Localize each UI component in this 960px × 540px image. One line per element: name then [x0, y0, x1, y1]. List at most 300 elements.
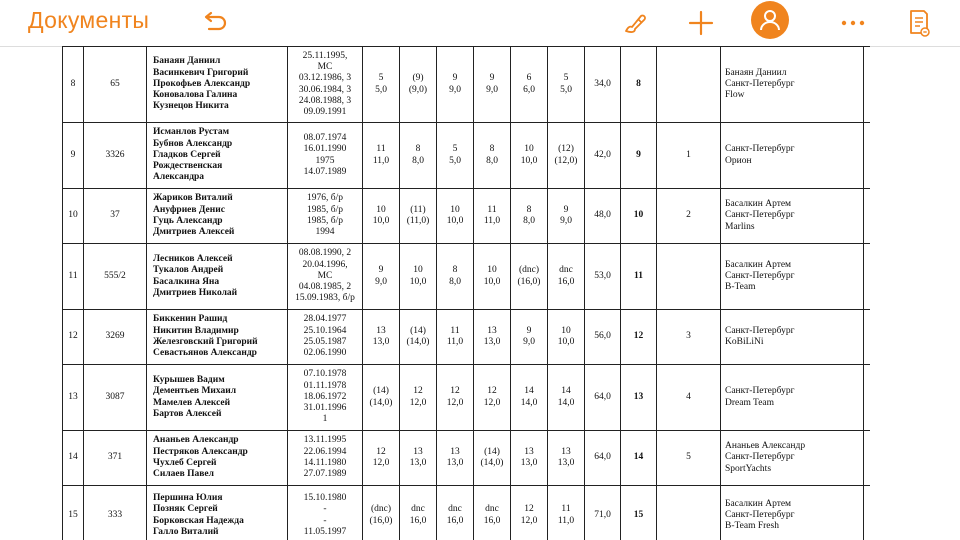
race-points: 10,0	[446, 216, 464, 226]
crew-birthdate: 25.10.1964	[303, 325, 347, 336]
team-cell	[721, 431, 864, 486]
team-line: Санкт-Петербург	[725, 452, 795, 463]
group-rank: 2	[686, 210, 691, 221]
team-line: Flow	[725, 90, 745, 101]
final-place: 14	[633, 452, 644, 463]
document-info-icon[interactable]	[904, 6, 934, 40]
race-points: 11,0	[446, 337, 464, 347]
crew-member: Дмитриев Николай	[153, 287, 238, 298]
race-result-cell	[548, 431, 585, 486]
race-points: 13,0	[557, 458, 575, 468]
race-place: 9	[452, 73, 458, 84]
crew-cell	[147, 431, 288, 486]
race-place: (dnc)	[370, 504, 392, 515]
crew-birthdate: 1975	[315, 155, 335, 166]
extra-cell	[864, 47, 871, 123]
team-line: B-Team	[725, 282, 756, 293]
final-place: 11	[634, 270, 643, 281]
race-points: (12,0)	[554, 155, 578, 166]
team-line: Санкт-Петербург	[725, 386, 795, 397]
race-place: 9	[489, 73, 495, 84]
team-line: Dream Team	[725, 397, 775, 408]
crew-member: Рождественская	[153, 161, 223, 172]
crew-member: Пестряков Александр	[153, 446, 248, 457]
crew-birthdate: 25.11.1995,	[302, 50, 348, 61]
team-line: Санкт-Петербург	[725, 78, 795, 89]
race-result-cell	[548, 486, 585, 540]
team-line: Санкт-Петербург	[725, 144, 795, 155]
crew-member: Исманлов Рустам	[153, 127, 230, 138]
race-place: 12	[450, 386, 460, 397]
crew-cell	[147, 486, 288, 540]
team-line: Санкт-Петербург	[725, 325, 795, 336]
crew-member: Севастьянов Александр	[153, 348, 257, 359]
place-cell	[621, 365, 657, 431]
place-cell	[621, 310, 657, 365]
final-place: 10	[633, 210, 644, 221]
race-place: 10	[524, 144, 534, 155]
race-result-cell	[511, 47, 548, 123]
crew-member: Никитин Владимир	[153, 325, 239, 336]
crew-birthdate: 15.09.1983, б/р	[295, 293, 355, 304]
crew-member: Ананьев Александр	[153, 435, 239, 446]
race-result-cell	[474, 47, 511, 123]
team-cell	[721, 123, 864, 189]
race-result-cell	[474, 189, 511, 244]
birthdate-cell	[288, 189, 363, 244]
race-place: dnc	[411, 504, 425, 515]
crew-birthdate: 1976, б/р	[307, 193, 343, 204]
race-points: 11,0	[557, 515, 575, 526]
race-result-cell	[400, 431, 437, 486]
race-points: 12,0	[520, 515, 538, 526]
sail-number: 3269	[105, 331, 125, 342]
total-points: 48,0	[594, 210, 611, 221]
race-points: 5,0	[560, 84, 572, 95]
race-points: 12,0	[409, 397, 427, 408]
final-place: 12	[633, 331, 644, 342]
crew-birthdate: 18.06.1972	[303, 391, 347, 402]
crew-member: Галло Виталий	[153, 526, 219, 537]
race-result-cell	[548, 47, 585, 123]
race-place: 11	[487, 204, 497, 215]
team-line: Басалкин Артем	[725, 498, 792, 509]
row-number-cell	[63, 47, 84, 123]
race-points: 5,0	[375, 84, 387, 95]
sail-number-cell	[84, 123, 147, 189]
row-number-cell	[63, 123, 84, 189]
group-rank-cell	[657, 47, 721, 123]
place-cell	[621, 47, 657, 123]
total-points-cell	[585, 486, 621, 540]
crew-birthdate: 31.01.1996	[303, 403, 347, 414]
group-rank-cell	[657, 365, 721, 431]
race-points: (9,0)	[408, 84, 428, 95]
race-place: (dnc)	[518, 265, 540, 276]
birthdate-cell	[288, 486, 363, 540]
race-place: 13	[413, 446, 423, 457]
crew-member: Басалкина Яна	[153, 276, 220, 287]
race-result-cell	[511, 244, 548, 310]
birthdate-cell	[288, 244, 363, 310]
race-result-cell	[474, 244, 511, 310]
team-line: Санкт-Петербург	[725, 210, 795, 221]
race-points: 16,0	[483, 515, 501, 526]
race-result-cell	[437, 486, 474, 540]
annotate-icon[interactable]	[618, 6, 652, 40]
sail-number: 37	[110, 210, 120, 221]
race-result-cell	[437, 365, 474, 431]
profile-icon[interactable]	[751, 1, 789, 39]
group-rank-cell	[657, 431, 721, 486]
race-place: 10	[561, 325, 571, 336]
race-result-cell	[548, 189, 585, 244]
race-points: 12,0	[483, 397, 501, 408]
group-rank-cell	[657, 486, 721, 540]
race-result-cell	[363, 310, 400, 365]
race-place: 10	[413, 265, 423, 276]
total-points-cell	[585, 47, 621, 123]
total-points-cell	[585, 189, 621, 244]
race-result-cell	[437, 310, 474, 365]
race-result-cell	[437, 244, 474, 310]
crew-birthdate: 22.06.1994	[303, 446, 347, 457]
race-place: 11	[450, 325, 460, 336]
race-points: 16,0	[446, 515, 464, 526]
crew-member: Прокофьев Александр	[153, 78, 251, 89]
crew-birthdate: 11.05.1997	[303, 526, 347, 537]
extra-cell	[864, 431, 871, 486]
race-result-cell	[474, 365, 511, 431]
row-number-cell	[63, 310, 84, 365]
crew-birthdate: 1994	[315, 227, 335, 238]
crew-birthdate: 08.08.1990, 2	[298, 248, 352, 259]
race-place: 13	[376, 325, 386, 336]
table-row	[63, 189, 871, 244]
race-result-cell	[548, 123, 585, 189]
group-rank: 4	[686, 391, 691, 402]
sail-number: 3087	[105, 391, 125, 402]
race-points: 11,0	[483, 216, 501, 226]
race-result-cell	[363, 486, 400, 540]
table-row	[63, 123, 871, 189]
race-points: (14,0)	[480, 458, 504, 468]
row-number-cell	[63, 431, 84, 486]
race-place: (12)	[558, 144, 574, 155]
total-points: 64,0	[594, 452, 611, 463]
race-result-cell	[363, 244, 400, 310]
crew-birthdate: 27.07.1989	[303, 469, 347, 480]
race-result-cell	[363, 123, 400, 189]
crew-member: Чухлеб Сергей	[153, 458, 217, 468]
crew-member: Кузнецов Никита	[153, 101, 229, 112]
add-icon[interactable]	[686, 6, 716, 40]
crew-birthdate: МС	[317, 270, 333, 281]
place-cell	[621, 244, 657, 310]
race-result-cell	[363, 47, 400, 123]
race-points: 13,0	[483, 337, 501, 347]
crew-birthdate: 16.01.1990	[303, 144, 347, 155]
team-line: Санкт-Петербург	[725, 270, 795, 281]
team-line: B-Team Fresh	[725, 521, 779, 532]
crew-birthdate: 09.09.1991	[303, 107, 347, 118]
total-points: 53,0	[594, 270, 611, 281]
race-points: 10,0	[483, 276, 501, 287]
race-result-cell	[437, 123, 474, 189]
team-line: Ананьев Александр	[725, 441, 806, 452]
crew-birthdate: 15.10.1980	[303, 492, 347, 503]
total-points-cell	[585, 123, 621, 189]
crew-birthdate: 14.07.1989	[303, 166, 347, 177]
race-place: dnc	[559, 265, 573, 276]
total-points-cell	[585, 431, 621, 486]
race-place: 9	[378, 265, 384, 276]
table-row	[63, 365, 871, 431]
crew-member: Железговский Григорий	[153, 337, 258, 347]
race-result-cell	[511, 486, 548, 540]
crew-member: Курышев Вадим	[153, 374, 225, 385]
total-points-cell	[585, 244, 621, 310]
race-points: 8,0	[449, 276, 461, 287]
sail-number-cell	[84, 310, 147, 365]
team-cell	[721, 244, 864, 310]
race-result-cell	[511, 189, 548, 244]
row-number-cell	[63, 365, 84, 431]
race-place: 6	[526, 73, 532, 84]
race-result-cell	[511, 123, 548, 189]
race-points: (16,0)	[517, 276, 541, 287]
race-place: 8	[526, 204, 532, 215]
race-points: 10,0	[409, 276, 427, 287]
race-place: 12	[413, 386, 423, 397]
undo-icon[interactable]	[198, 6, 232, 40]
group-rank-cell	[657, 189, 721, 244]
extra-cell	[864, 189, 871, 244]
race-points: 12,0	[372, 458, 390, 468]
team-line: Банаян Даниил	[725, 67, 787, 78]
race-result-cell	[437, 431, 474, 486]
crew-birthdate: 13.11.1995	[303, 435, 347, 446]
group-rank: 1	[686, 149, 691, 160]
race-result-cell	[400, 310, 437, 365]
final-place: 15	[633, 509, 644, 520]
race-points: 11,0	[372, 155, 390, 166]
crew-cell	[147, 123, 288, 189]
crew-birthdate: 1	[322, 414, 328, 425]
crew-member: Ануфриев Денис	[153, 204, 225, 215]
race-place: 12	[376, 446, 386, 457]
results-table	[62, 46, 870, 540]
race-result-cell	[548, 244, 585, 310]
crew-member: Коновалова Галина	[153, 90, 238, 101]
crew-member: Банаян Даниил	[153, 56, 221, 67]
table-row	[63, 431, 871, 486]
race-points: 14,0	[520, 397, 538, 408]
race-place: 10	[450, 204, 460, 215]
race-points: 9,0	[449, 84, 461, 95]
sail-number: 3326	[105, 149, 125, 160]
crew-member: Бартов Алексей	[153, 408, 222, 419]
race-place: 10	[487, 265, 497, 276]
crew-birthdate: 04.08.1985, 2	[298, 282, 352, 293]
race-result-cell	[474, 310, 511, 365]
crew-member: Мамелев Алексей	[153, 397, 231, 408]
crew-member: Тукалов Андрей	[153, 265, 224, 276]
extra-cell	[864, 123, 871, 189]
total-points: 42,0	[594, 149, 611, 160]
race-result-cell	[437, 47, 474, 123]
team-cell	[721, 310, 864, 365]
race-place: 12	[487, 386, 497, 397]
crew-birthdate: 1985, б/р	[307, 216, 343, 226]
total-points: 64,0	[594, 391, 611, 402]
app-title[interactable]: Документы	[28, 7, 150, 33]
crew-birthdate: 28.04.1977	[303, 314, 347, 325]
row-number-cell	[63, 486, 84, 540]
race-result-cell	[474, 431, 511, 486]
race-points: 9,0	[375, 276, 387, 287]
race-place: (14)	[484, 446, 500, 457]
toolbar	[0, 0, 960, 47]
race-place: 5	[452, 144, 458, 155]
crew-member: Гуць Александр	[153, 216, 223, 226]
birthdate-cell	[288, 310, 363, 365]
group-rank-cell	[657, 123, 721, 189]
race-result-cell	[437, 189, 474, 244]
final-place: 9	[636, 149, 641, 160]
sail-number: 371	[107, 452, 123, 463]
crew-member: Гладков Сергей	[153, 149, 221, 160]
team-line: SportYachts	[725, 463, 772, 474]
crew-birthdate: 20.04.1996,	[302, 259, 348, 270]
crew-birthdate: -	[323, 504, 327, 515]
sail-number-cell	[84, 244, 147, 310]
race-result-cell	[363, 189, 400, 244]
sail-number: 333	[107, 509, 123, 520]
team-line: Басалкин Артем	[725, 199, 792, 210]
race-points: 13,0	[520, 458, 538, 468]
race-place: 5	[563, 73, 569, 84]
final-place: 13	[633, 391, 644, 402]
crew-birthdate: 25.05.1987	[303, 337, 347, 347]
race-points: (14,0)	[369, 397, 393, 408]
race-place: dnc	[485, 504, 499, 515]
crew-member: Александра	[153, 172, 205, 183]
crew-birthdate: 03.12.1986, 3	[298, 73, 352, 84]
crew-birthdate: 02.06.1990	[303, 348, 347, 359]
total-points: 56,0	[594, 331, 611, 342]
race-place: 10	[376, 204, 386, 215]
crew-birthdate: 14.11.1980	[303, 458, 347, 468]
team-cell	[721, 47, 864, 123]
crew-birthdate: 24.08.1988, 3	[298, 95, 352, 106]
sail-number-cell	[84, 365, 147, 431]
race-points: 9,0	[486, 84, 498, 95]
race-result-cell	[474, 123, 511, 189]
row-number: 15	[68, 509, 78, 520]
race-place: 8	[489, 144, 495, 155]
team-line: Орион	[725, 155, 752, 166]
race-points: 13,0	[409, 458, 427, 468]
race-points: 10,0	[557, 337, 575, 347]
crew-member: Лесников Алексей	[153, 253, 233, 264]
crew-birthdate: -	[323, 515, 327, 526]
sail-number-cell	[84, 486, 147, 540]
race-place: 9	[563, 204, 569, 215]
place-cell	[621, 431, 657, 486]
race-place: (14)	[410, 325, 426, 336]
race-place: 13	[487, 325, 497, 336]
team-line: Басалкин Артем	[725, 259, 792, 270]
total-points-cell	[585, 310, 621, 365]
place-cell	[621, 189, 657, 244]
sail-number-cell	[84, 431, 147, 486]
crew-member: Борковская Надежда	[153, 515, 244, 526]
sail-number: 555/2	[104, 270, 126, 281]
birthdate-cell	[288, 47, 363, 123]
race-result-cell	[400, 486, 437, 540]
total-points: 71,0	[594, 509, 611, 520]
crew-cell	[147, 189, 288, 244]
crew-member: Першина Юлия	[153, 492, 223, 503]
crew-birthdate: 07.10.1978	[303, 369, 347, 380]
sail-number-cell	[84, 47, 147, 123]
row-number: 9	[70, 149, 76, 160]
crew-cell	[147, 244, 288, 310]
extra-cell	[864, 244, 871, 310]
total-points-cell	[585, 365, 621, 431]
race-place: 9	[526, 325, 532, 336]
race-result-cell	[400, 189, 437, 244]
table-row	[63, 244, 871, 310]
race-points: 8,0	[523, 216, 535, 226]
race-points: 8,0	[412, 155, 424, 166]
crew-member: Позняк Сергей	[153, 504, 218, 515]
team-line: Marlins	[725, 221, 755, 232]
race-points: 13,0	[446, 458, 464, 468]
crew-birthdate: 30.06.1984, 3	[298, 84, 352, 95]
race-points: 14,0	[557, 397, 575, 408]
birthdate-cell	[288, 123, 363, 189]
birthdate-cell	[288, 365, 363, 431]
race-result-cell	[400, 365, 437, 431]
crew-cell	[147, 47, 288, 123]
race-place: 8	[452, 265, 458, 276]
document-view[interactable]	[62, 46, 870, 540]
race-points: 16,0	[557, 276, 575, 287]
crew-birthdate: 01.11.1978	[303, 380, 347, 391]
place-cell	[621, 123, 657, 189]
team-cell	[721, 365, 864, 431]
row-number: 14	[68, 452, 78, 463]
crew-birthdate: МС	[317, 61, 333, 72]
crew-member: Дмитриев Алексей	[153, 227, 235, 238]
race-result-cell	[363, 431, 400, 486]
race-points: 9,0	[560, 216, 572, 226]
race-place: 12	[524, 504, 534, 515]
crew-member: Жариков Виталий	[153, 193, 233, 204]
race-result-cell	[511, 365, 548, 431]
extra-cell	[864, 310, 871, 365]
team-line: KoBiLiNi	[725, 337, 764, 347]
race-points: (11,0)	[406, 216, 430, 226]
sail-number-cell	[84, 189, 147, 244]
row-number: 12	[68, 331, 78, 342]
race-points: 16,0	[409, 515, 427, 526]
race-points: 9,0	[523, 337, 535, 347]
race-place: 14	[561, 386, 571, 397]
more-icon[interactable]	[838, 6, 868, 40]
